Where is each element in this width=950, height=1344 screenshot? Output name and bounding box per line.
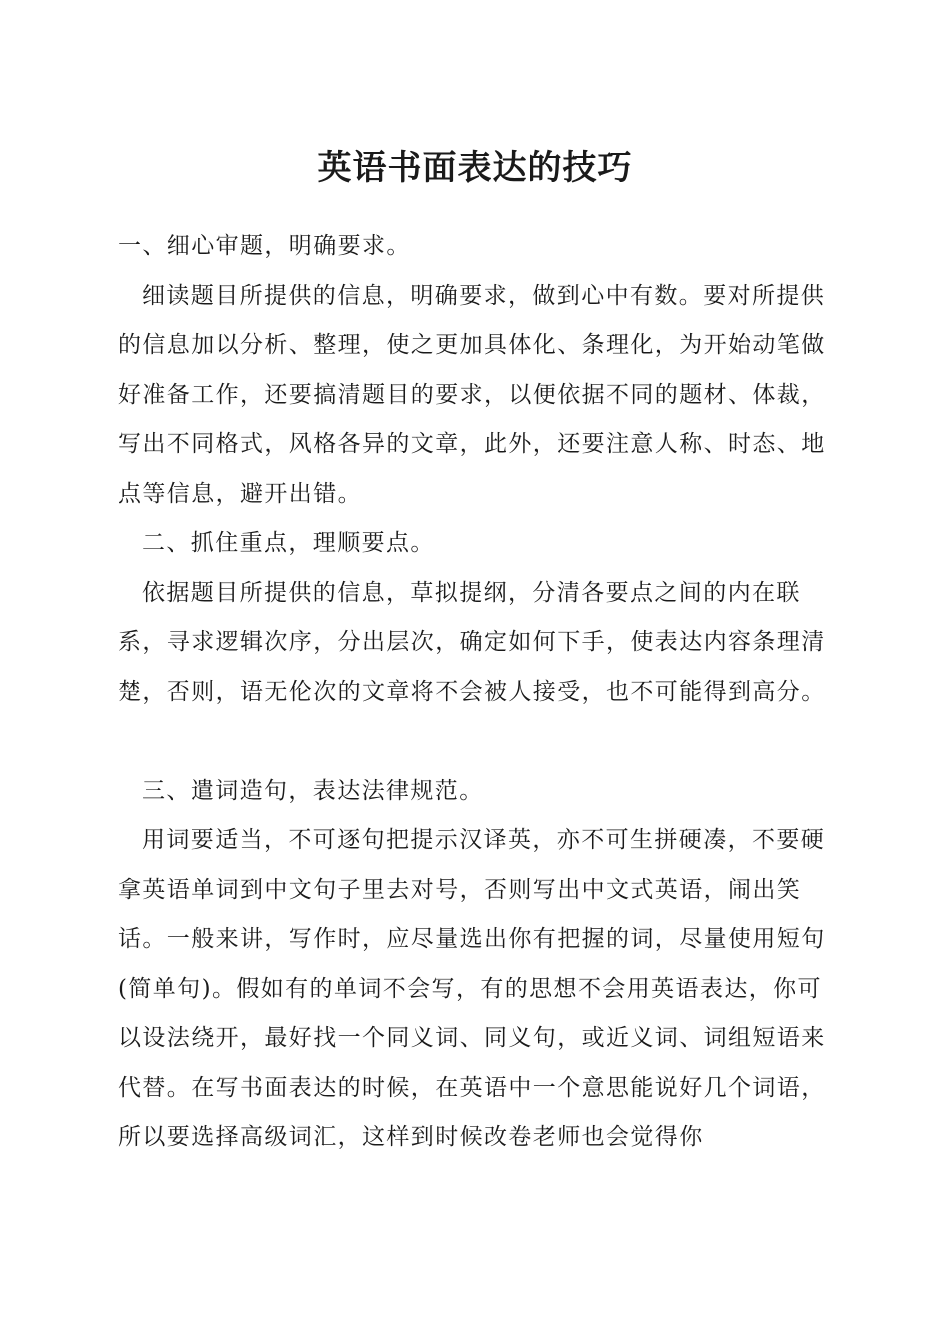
section-3-paragraph: 用词要适当，不可逐句把提示汉译英，亦不可生拼硬凑，不要硬拿英语单词到中文句子里去对号，否则写出中文式英语，闹出笑话。一般来讲，写作时，应尽量选出你有把握的词，尽量使用短句(简单句)。假如有的单词不会写，有的思想不会用英语表达，你可以设法绕开，最好找一个同义词、同义句，或近义词、词组短语来代替。在写书面表达的时候，在英语中一个意思能说好几个词语，所以要选择高级词汇，这样到时候改卷老师也会觉得你 [118, 827, 826, 1150]
section-2-paragraph: 依据题目所提供的信息，草拟提纲，分清各要点之间的内在联系，寻求逻辑次序，分出层次，确定如何下手，使表达内容条理清楚，否则，语无伦次的文章将不会被人接受，也不可能得到高分。 [118, 579, 826, 705]
document-body [118, 222, 833, 1163]
document-title: 英语书面表达的技巧 [317, 148, 633, 188]
section-1-paragraph: 细读题目所提供的信息，明确要求，做到心中有数。要对所提供的信息加以分析、整理，使之更加具体化、条理化，为开始动笔做好准备工作，还要搞清题目的要求，以便依据不同的题材、体裁，写出不同格式，风格各异的文章，此外，还要注意人称、时态、地点等信息，避开出错。 [118, 282, 826, 507]
blank-line [118, 717, 833, 767]
section-1-heading: 一、细心审题，明确要求。 [118, 233, 411, 259]
section-3-heading: 三、遣词造句，表达法律规范。 [142, 777, 484, 804]
section-2-heading: 二、抓住重点，理顺要点。 [142, 530, 435, 556]
